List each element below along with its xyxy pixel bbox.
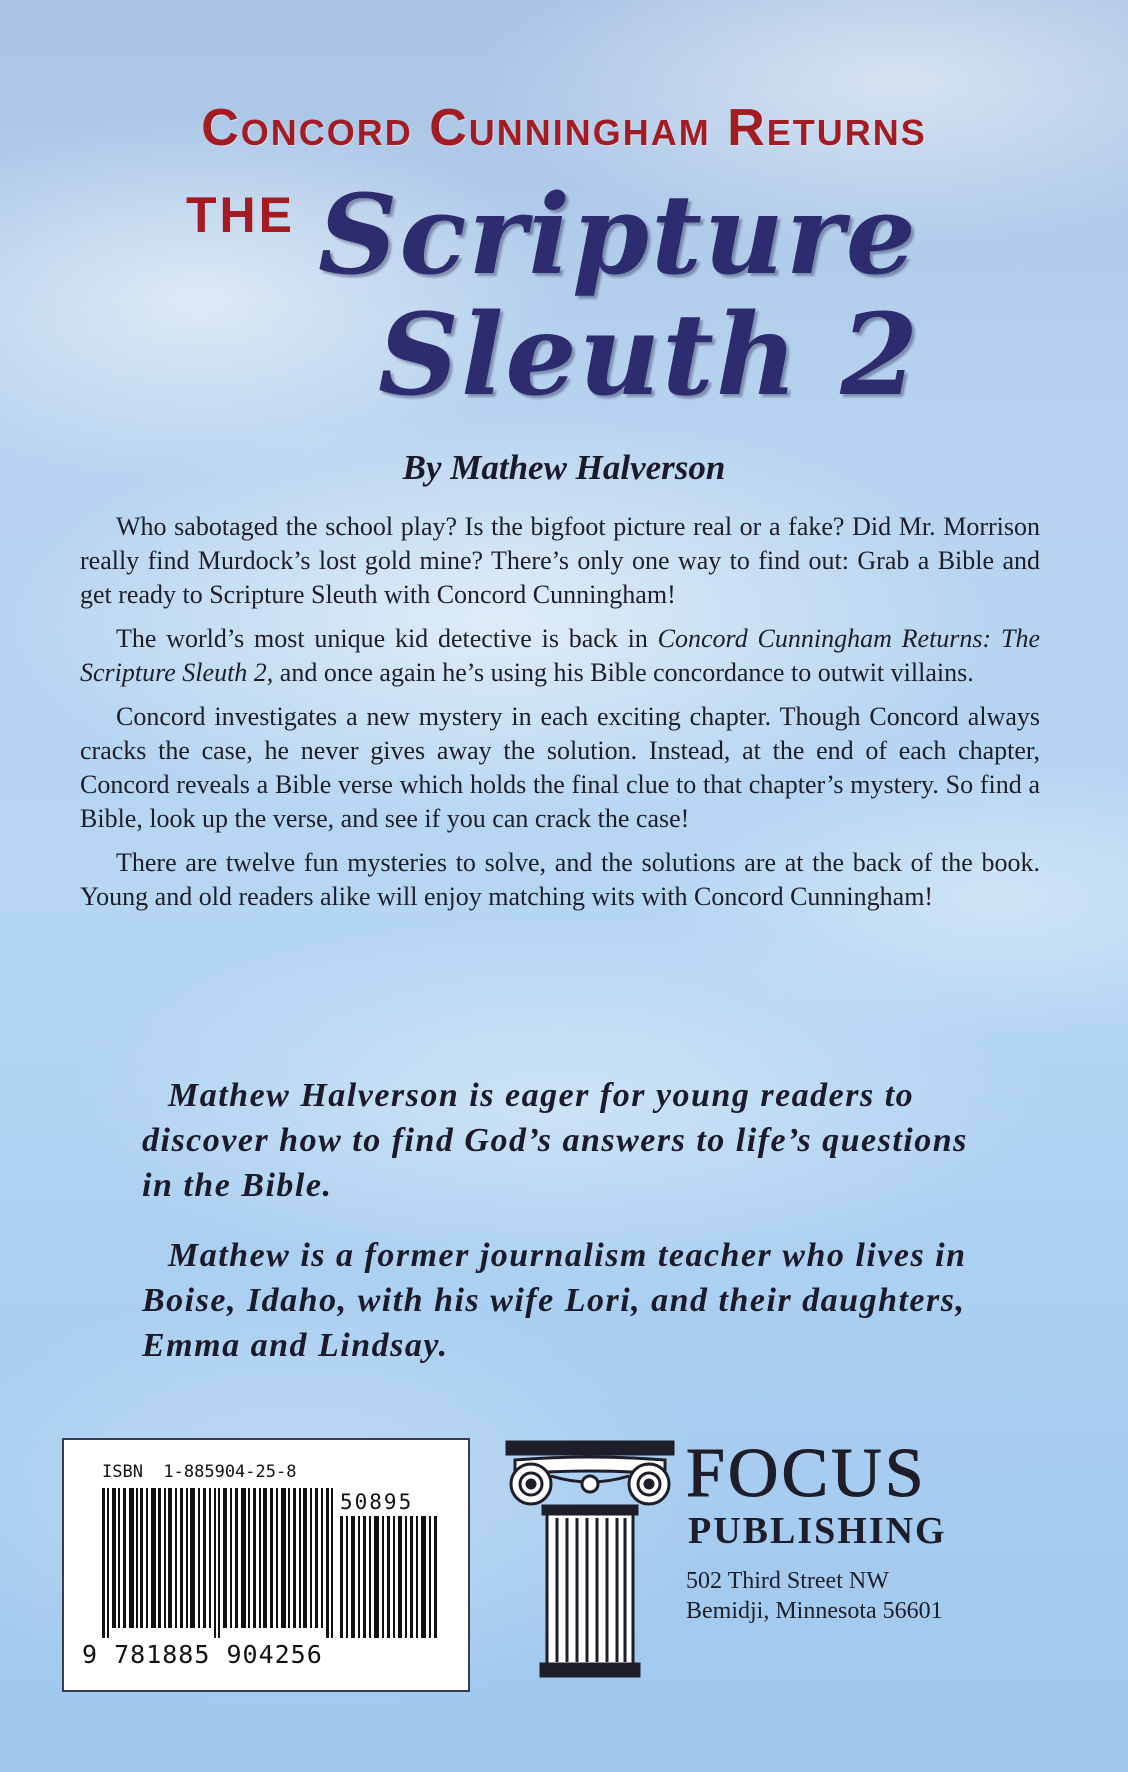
ean-digits: 9 781885 904256	[82, 1640, 323, 1669]
isbn-label: ISBN 1-885904-25-8	[102, 1462, 297, 1482]
description-paragraph: Who sabotaged the school play? Is the bigfoot picture real or a fake? Did Mr. Morrison really find Murdock’s lost gold mine? There’s only one way to find out: Grab a Bible and get ready to Scripture Sleuth with Concord Cunningham!	[80, 512, 1040, 609]
book-title-line1: Scripture	[318, 170, 918, 299]
book-description	[80, 510, 1040, 924]
ean-barcode-icon	[102, 1488, 334, 1638]
author-bio	[142, 1073, 980, 1393]
publisher-subname: PUBLISHING	[688, 1510, 947, 1552]
series-title: Concord Cunningham Returns	[201, 99, 927, 157]
book-title-reference: Concord Cunningham Returns: The Scripture Sleuth 2,	[80, 624, 1040, 687]
description-paragraph: There are twelve fun mysteries to solve, and the solutions are at the back of the book. Young and old readers alike will enjoy matching wits with Concord Cunningham!	[80, 848, 1040, 911]
publisher-address	[686, 1566, 943, 1626]
bio-paragraph: Mathew Halverson is eager for young readers to discover how to find God’s answers to life’s questions in the Bible.	[142, 1077, 968, 1204]
description-paragraph: The world’s most unique kid detective is back in Concord Cunningham Returns: The Scripture Sleuth 2, and once again he’s using his Bible concordance to outwit villains.	[80, 624, 1040, 687]
ionic-column-logo-icon	[505, 1440, 675, 1680]
author-byline: By Mathew Halverson	[402, 448, 726, 487]
addon-barcode-icon	[340, 1516, 438, 1638]
bio-paragraph: Mathew is a former journalism teacher who lives in Boise, Idaho, with his wife Lori, and their daughters, Emma and Lindsay.	[142, 1237, 967, 1364]
book-title-line2: Sleuth 2	[378, 290, 921, 421]
description-paragraph: Concord investigates a new mystery in each exciting chapter. Though Concord always cracks the case, he never gives away the solution. Instead, at the end of each chapter, Concord reveals a Bible verse which holds the final clue to that chapter’s mystery. So find a Bible, look up the verse, and see if you can crack the case!	[80, 702, 1040, 833]
publisher-name: FOCUS	[686, 1435, 927, 1512]
barcode-panel	[62, 1438, 470, 1692]
address-line: 502 Third Street NW	[686, 1568, 889, 1594]
address-line: Bemidji, Minnesota 56601	[686, 1598, 943, 1624]
price-code: 50895	[340, 1490, 414, 1514]
title-prefix: THE	[186, 187, 295, 243]
